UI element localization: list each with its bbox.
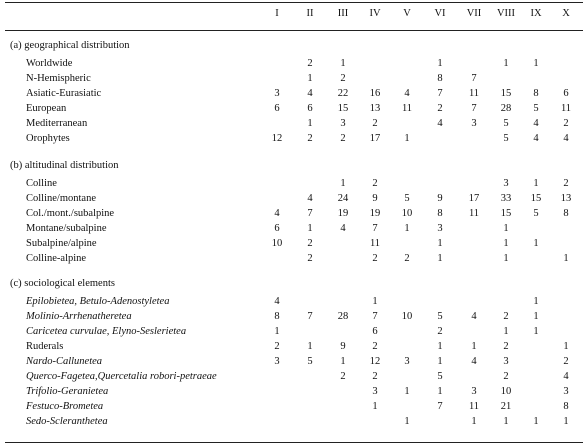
table-cell: 2 — [404, 253, 410, 264]
table-cell: 2 — [307, 253, 313, 264]
column-header-v: V — [403, 8, 411, 19]
section-title: (b) altitudinal distribution — [10, 160, 119, 171]
table-cell — [521, 73, 551, 85]
table-cell: 13 — [369, 103, 381, 114]
table-cell — [295, 296, 325, 308]
table-cell: 33 — [500, 193, 512, 204]
table-cell: 2 — [503, 341, 509, 352]
table-cell: 7 — [471, 73, 477, 84]
table-cell — [295, 386, 325, 398]
table-cell: 1 — [503, 58, 509, 69]
table-cell: 4 — [533, 118, 539, 129]
column-header-vii: VII — [466, 8, 482, 19]
row-label: Festuco-Brometea — [26, 401, 104, 412]
table-cell — [328, 238, 358, 250]
table-cell — [262, 178, 292, 190]
table-cell: 3 — [274, 88, 280, 99]
table-cell: 11 — [468, 88, 480, 99]
row-label: Mediterranean — [26, 118, 88, 129]
table-cell: 8 — [437, 208, 443, 219]
table-cell — [392, 118, 422, 130]
table-cell: 1 — [404, 133, 410, 144]
table-cell — [262, 73, 292, 85]
table-cell: 28 — [337, 311, 349, 322]
column-header-ix: IX — [530, 8, 542, 19]
section-title: (c) sociological elements — [10, 278, 115, 289]
column-header-vi: VI — [434, 8, 446, 19]
table-cell: 4 — [340, 223, 346, 234]
table-cell: 4 — [471, 356, 477, 367]
table-cell: 5 — [307, 356, 313, 367]
table-cell — [262, 253, 292, 265]
table-cell — [491, 73, 521, 85]
table-cell — [459, 371, 489, 383]
row-label: Trifolio-Geranietea — [26, 386, 109, 397]
table-bottom-rule — [5, 442, 583, 443]
column-header-iii: III — [337, 8, 349, 19]
table-cell — [392, 58, 422, 70]
table-cell: 1 — [274, 326, 280, 337]
row-label: Orophytes — [26, 133, 70, 144]
table-cell — [459, 133, 489, 145]
table-cell: 3 — [404, 356, 410, 367]
table-cell: 1 — [307, 223, 313, 234]
table-cell — [295, 178, 325, 190]
table-cell: 9 — [372, 193, 378, 204]
table-cell — [521, 253, 551, 265]
table-cell: 3 — [563, 386, 569, 397]
row-label: Asiatic-Eurasiatic — [26, 88, 102, 99]
row-label: Epilobietea, Betulo-Adenostyletea — [26, 296, 170, 307]
table-cell: 9 — [437, 193, 443, 204]
table-cell — [551, 311, 581, 323]
table-cell: 6 — [563, 88, 569, 99]
table-cell: 2 — [503, 371, 509, 382]
table-cell: 2 — [437, 103, 443, 114]
column-header-ii: II — [306, 8, 314, 19]
table-cell — [392, 178, 422, 190]
table-cell: 28 — [500, 103, 512, 114]
table-cell: 11 — [560, 103, 572, 114]
row-label: Subalpine/alpine — [26, 238, 97, 249]
row-label: European — [26, 103, 67, 114]
table-cell: 16 — [369, 88, 381, 99]
table-cell: 15 — [530, 193, 542, 204]
table-cell: 5 — [533, 208, 539, 219]
table-cell: 1 — [340, 356, 346, 367]
table-cell — [459, 178, 489, 190]
table-cell: 8 — [274, 311, 280, 322]
table-cell: 1 — [372, 401, 378, 412]
table-cell — [521, 371, 551, 383]
table-cell — [360, 58, 390, 70]
row-label: Colline-alpine — [26, 253, 87, 264]
table-cell: 2 — [372, 253, 378, 264]
table-cell: 1 — [533, 311, 539, 322]
table-cell: 8 — [533, 88, 539, 99]
table-cell: 15 — [500, 208, 512, 219]
table-cell: 13 — [560, 193, 572, 204]
row-label: Colline — [26, 178, 57, 189]
table-cell: 7 — [437, 88, 443, 99]
table-cell — [262, 386, 292, 398]
table-top-rule — [5, 2, 583, 3]
table-cell: 22 — [337, 88, 349, 99]
table-cell — [295, 416, 325, 428]
table-cell: 2 — [372, 118, 378, 129]
row-label: Sedo-Scleranthetea — [26, 416, 108, 427]
table-cell: 4 — [404, 88, 410, 99]
table-cell: 4 — [307, 193, 313, 204]
table-cell: 19 — [369, 208, 381, 219]
table-cell — [425, 416, 455, 428]
section-title: (a) geographical distribution — [10, 40, 130, 51]
table-cell — [360, 416, 390, 428]
table-cell: 1 — [533, 296, 539, 307]
table-cell: 7 — [307, 208, 313, 219]
table-cell — [262, 118, 292, 130]
table-cell — [459, 58, 489, 70]
table-cell: 5 — [404, 193, 410, 204]
table-cell — [551, 326, 581, 338]
table-cell: 1 — [563, 253, 569, 264]
table-cell: 8 — [563, 401, 569, 412]
table-cell: 2 — [340, 371, 346, 382]
column-header-viii: VIII — [496, 8, 516, 19]
table-cell: 3 — [471, 118, 477, 129]
row-label: Nardo-Callunetea — [26, 356, 103, 367]
table-cell — [392, 238, 422, 250]
table-cell — [425, 178, 455, 190]
table-cell: 2 — [307, 58, 313, 69]
table-cell: 11 — [468, 401, 480, 412]
table-cell: 1 — [437, 341, 443, 352]
table-cell: 2 — [307, 133, 313, 144]
table-cell: 1 — [503, 326, 509, 337]
table-cell: 1 — [471, 341, 477, 352]
table-cell: 11 — [369, 238, 381, 249]
column-header-iv: IV — [369, 8, 381, 19]
table-cell: 7 — [372, 311, 378, 322]
table-cell: 1 — [307, 73, 313, 84]
table-cell — [328, 326, 358, 338]
table-cell: 2 — [503, 311, 509, 322]
table-cell: 21 — [500, 401, 512, 412]
table-cell: 2 — [563, 178, 569, 189]
table-cell: 1 — [437, 386, 443, 397]
row-label: Molinio-Arrhenatheretea — [26, 311, 132, 322]
column-header-i: I — [275, 8, 279, 19]
table-cell — [360, 73, 390, 85]
table-cell: 1 — [563, 416, 569, 427]
table-cell — [328, 401, 358, 413]
table-cell: 6 — [274, 223, 280, 234]
table-cell: 2 — [372, 341, 378, 352]
table-cell: 1 — [533, 238, 539, 249]
table-cell: 12 — [369, 356, 381, 367]
row-label: Querco-Fagetea,Quercetalia robori-petraeae — [26, 371, 217, 382]
table-cell: 3 — [372, 386, 378, 397]
table-cell: 2 — [372, 178, 378, 189]
column-header-x: X — [562, 8, 570, 19]
table-cell — [392, 73, 422, 85]
table-cell — [262, 401, 292, 413]
table-cell — [295, 371, 325, 383]
table-cell — [328, 416, 358, 428]
table-cell — [262, 371, 292, 383]
row-label: Caricetea curvulae, Elyno-Seslerietea — [26, 326, 187, 337]
table-cell: 5 — [533, 103, 539, 114]
table-cell: 24 — [337, 193, 349, 204]
table-cell: 4 — [533, 133, 539, 144]
table-cell: 7 — [307, 311, 313, 322]
table-cell: 3 — [437, 223, 443, 234]
table-cell: 1 — [503, 223, 509, 234]
table-cell: 2 — [372, 371, 378, 382]
table-cell: 19 — [337, 208, 349, 219]
table-cell: 10 — [271, 238, 283, 249]
table-cell — [295, 401, 325, 413]
table-cell: 1 — [503, 253, 509, 264]
table-cell: 2 — [437, 326, 443, 337]
table-cell: 6 — [274, 103, 280, 114]
table-cell — [392, 296, 422, 308]
row-label: Colline/montane — [26, 193, 96, 204]
table-cell: 4 — [563, 371, 569, 382]
table-cell — [459, 296, 489, 308]
row-label: Montane/subalpine — [26, 223, 107, 234]
table-cell: 7 — [471, 103, 477, 114]
table-cell — [392, 371, 422, 383]
table-cell: 17 — [369, 133, 381, 144]
table-cell: 15 — [500, 88, 512, 99]
table-cell: 17 — [468, 193, 480, 204]
table-cell: 7 — [372, 223, 378, 234]
table-cell — [491, 296, 521, 308]
table-cell — [521, 341, 551, 353]
table-cell: 3 — [340, 118, 346, 129]
table-cell: 5 — [503, 118, 509, 129]
table-cell: 10 — [401, 311, 413, 322]
table-cell — [551, 58, 581, 70]
table-cell — [521, 223, 551, 235]
table-cell: 1 — [372, 296, 378, 307]
table-cell — [521, 386, 551, 398]
table-cell: 4 — [307, 88, 313, 99]
table-cell: 4 — [437, 118, 443, 129]
table-cell: 1 — [533, 58, 539, 69]
table-cell: 5 — [437, 371, 443, 382]
table-cell: 1 — [437, 356, 443, 367]
table-cell — [262, 416, 292, 428]
row-label: Ruderals — [26, 341, 64, 352]
table-cell: 1 — [533, 416, 539, 427]
table-cell: 2 — [563, 356, 569, 367]
table-cell: 11 — [468, 208, 480, 219]
table-cell: 3 — [503, 178, 509, 189]
table-cell: 2 — [340, 73, 346, 84]
table-cell: 1 — [533, 178, 539, 189]
table-cell: 5 — [437, 311, 443, 322]
table-cell: 1 — [533, 326, 539, 337]
row-label: N-Hemispheric — [26, 73, 91, 84]
row-label: Worldwide — [26, 58, 73, 69]
table-cell: 1 — [471, 416, 477, 427]
table-cell — [262, 193, 292, 205]
row-label: Col./mont./subalpine — [26, 208, 115, 219]
table-cell — [459, 223, 489, 235]
table-cell: 1 — [437, 238, 443, 249]
table-cell — [521, 356, 551, 368]
table-cell: 1 — [437, 58, 443, 69]
table-cell: 1 — [307, 341, 313, 352]
table-cell — [551, 238, 581, 250]
table-cell: 10 — [500, 386, 512, 397]
table-cell — [459, 326, 489, 338]
table-cell: 2 — [340, 133, 346, 144]
table-cell: 1 — [340, 58, 346, 69]
table-cell: 1 — [307, 118, 313, 129]
table-cell — [262, 58, 292, 70]
table-cell — [521, 401, 551, 413]
table-cell: 3 — [274, 356, 280, 367]
table-cell: 8 — [437, 73, 443, 84]
table-cell — [551, 73, 581, 85]
table-cell — [328, 253, 358, 265]
table-cell: 15 — [337, 103, 349, 114]
table-cell: 9 — [340, 341, 346, 352]
table-cell — [551, 296, 581, 308]
table-cell — [425, 296, 455, 308]
table-cell: 10 — [401, 208, 413, 219]
table-cell — [328, 296, 358, 308]
table-cell: 6 — [307, 103, 313, 114]
table-cell: 4 — [471, 311, 477, 322]
table-cell: 2 — [274, 341, 280, 352]
table-cell: 1 — [404, 386, 410, 397]
table-cell — [459, 238, 489, 250]
table-cell: 1 — [404, 223, 410, 234]
table-cell: 2 — [563, 118, 569, 129]
table-cell — [392, 341, 422, 353]
table-cell — [328, 386, 358, 398]
table-cell — [425, 133, 455, 145]
table-cell: 2 — [307, 238, 313, 249]
table-cell: 1 — [503, 416, 509, 427]
table-cell — [459, 253, 489, 265]
table-cell: 4 — [274, 208, 280, 219]
table-cell: 5 — [503, 133, 509, 144]
table-cell: 4 — [274, 296, 280, 307]
table-cell: 8 — [563, 208, 569, 219]
table-cell: 12 — [271, 133, 283, 144]
table-cell: 4 — [563, 133, 569, 144]
table-cell: 1 — [340, 178, 346, 189]
table-cell: 3 — [471, 386, 477, 397]
table-cell: 1 — [437, 253, 443, 264]
table-cell — [392, 401, 422, 413]
table-cell — [551, 223, 581, 235]
table-cell — [295, 326, 325, 338]
header-rule — [5, 30, 583, 31]
table-cell: 1 — [503, 238, 509, 249]
table-cell: 1 — [404, 416, 410, 427]
table-cell: 3 — [503, 356, 509, 367]
table-cell: 1 — [563, 341, 569, 352]
table-cell: 6 — [372, 326, 378, 337]
table-cell: 11 — [401, 103, 413, 114]
table-cell: 7 — [437, 401, 443, 412]
table-cell — [392, 326, 422, 338]
